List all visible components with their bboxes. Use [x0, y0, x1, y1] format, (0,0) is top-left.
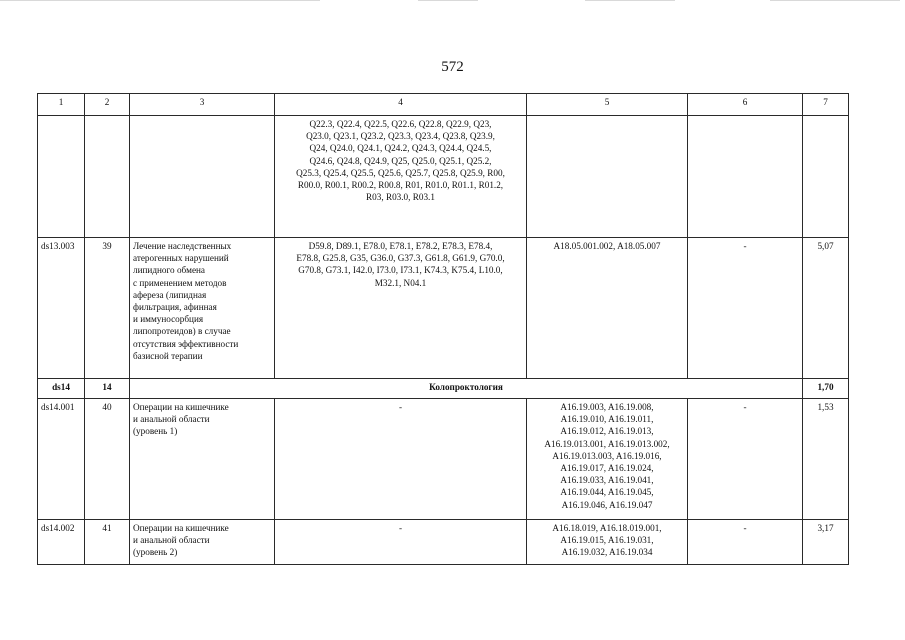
row-coefficient: 1,53 — [803, 399, 849, 520]
top-edge-fragment — [585, 0, 675, 1]
row-other-criteria: - — [688, 238, 803, 379]
table-row — [38, 520, 849, 565]
row-diagnosis-codes: - — [275, 399, 527, 520]
row-coefficient: 3,17 — [803, 520, 849, 565]
tariff-table — [37, 93, 849, 565]
top-edge-fragment — [418, 0, 478, 1]
table-row — [38, 116, 849, 238]
row-diagnosis-codes: - — [275, 520, 527, 565]
row-service-codes — [527, 116, 688, 238]
row-code — [38, 116, 85, 238]
section-row — [38, 379, 849, 399]
header-row — [38, 94, 849, 116]
row-number: 41 — [85, 520, 130, 565]
row-other-criteria: - — [688, 399, 803, 520]
row-code: ds14.001 — [38, 399, 85, 520]
row-name: Лечение наследственных атерогенных нарушений липидного обмена с применением методов афереза (липидная фильтрация, афинная и иммуносорбция липопротеидов) в случае отсутствия эффективности базисной терапии — [130, 238, 275, 379]
row-name: Операции на кишечнике и анальной области (уровень 1) — [130, 399, 275, 520]
row-service-codes: A16.18.019, A16.18.019.001, A16.19.015, A16.19.031, A16.19.032, A16.19.034 — [527, 520, 688, 565]
row-diagnosis-codes: D59.8, D89.1, E78.0, E78.1, E78.2, E78.3, E78.4, E78.8, G25.8, G35, G36.0, G37.3, G61.8, G61.9, G70.0, G70.8, G73.1, I42.0, I73.0, I73.1, K74.3, K75.4, L10.0, M32.1, N04.1 — [275, 238, 527, 379]
row-coefficient — [803, 116, 849, 238]
row-service-codes: A18.05.001.002, A18.05.007 — [527, 238, 688, 379]
row-diagnosis-codes: Q22.3, Q22.4, Q22.5, Q22.6, Q22.8, Q22.9, Q23, Q23.0, Q23.1, Q23.2, Q23.3, Q23.4, Q23.8, Q23.9, Q24, Q24.0, Q24.1, Q24.2, Q24.3, Q24.4, Q24.5, Q24.6, Q24.8, Q24.9, Q25, Q25.0, Q25.1, Q25.2, Q25.3, Q25.4, Q25.5, Q25.6, Q25.7, Q25.8, Q25.9, R00, R00.0, R00.1, R00.2, R00.8, R01, R01.0, R01.1, R01.2, R03, R03.0, R03.1 — [275, 116, 527, 238]
row-code: ds14.002 — [38, 520, 85, 565]
row-name — [130, 116, 275, 238]
page-number: 572 — [441, 59, 464, 75]
header-cell-3: 3 — [130, 94, 275, 116]
top-edge-fragment — [0, 0, 320, 1]
row-number — [85, 116, 130, 238]
section-number: 14 — [85, 379, 130, 399]
header-cell-6: 6 — [688, 94, 803, 116]
table-row — [38, 238, 849, 379]
header-cell-2: 2 — [85, 94, 130, 116]
header-cell-5: 5 — [527, 94, 688, 116]
header-cell-7: 7 — [803, 94, 849, 116]
section-coefficient: 1,70 — [803, 379, 849, 399]
row-number: 39 — [85, 238, 130, 379]
table-row — [38, 399, 849, 520]
row-other-criteria — [688, 116, 803, 238]
row-coefficient: 5,07 — [803, 238, 849, 379]
row-other-criteria: - — [688, 520, 803, 565]
top-edge-fragment — [770, 0, 900, 1]
section-code: ds14 — [38, 379, 85, 399]
header-cell-4: 4 — [275, 94, 527, 116]
row-number: 40 — [85, 399, 130, 520]
row-service-codes: A16.19.003, A16.19.008, A16.19.010, A16.19.011, A16.19.012, A16.19.013, A16.19.013.001, A16.19.013.002, A16.19.013.003, A16.19.016, A16.19.017, A16.19.024, A16.19.033, A16.19.041, A16.19.044, A16.19.045, A16.19.046, A16.19.047 — [527, 399, 688, 520]
row-name: Операции на кишечнике и анальной области (уровень 2) — [130, 520, 275, 565]
row-code: ds13.003 — [38, 238, 85, 379]
header-cell-1: 1 — [38, 94, 85, 116]
section-title: Колопроктология — [130, 379, 803, 399]
